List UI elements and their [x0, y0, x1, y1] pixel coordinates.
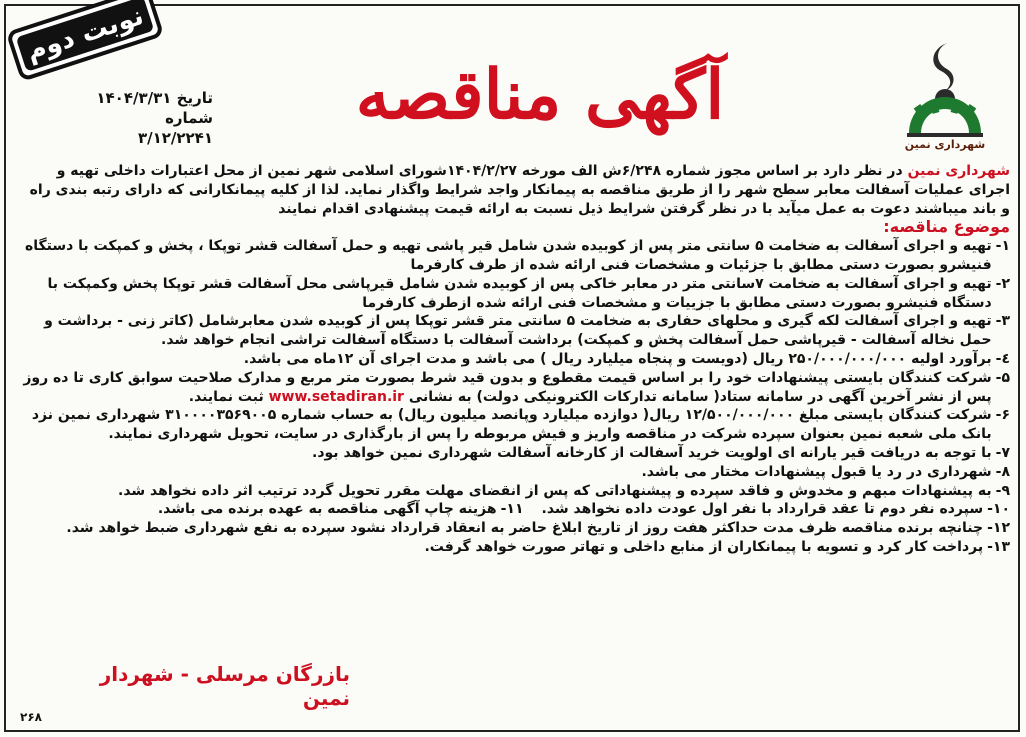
- item-number: ۱۳-: [987, 538, 1010, 555]
- list-item: [20, 369, 1010, 407]
- ad-number: شماره ۳/۱۲/۲۲۴۱: [137, 109, 213, 147]
- item-text-part: شرکت کنندگان بایستی پیشنهادات خود را بر اساس قیمت مقطوع و بدون قید شرط بصورت متر مربع و مدارک صلاحیت سوابق کاری تا ده روز پس از نشر آخرین آگهی در سامانه ستاد( سامانه تدارکات الکترونیکی دولت) به نشانی: [23, 369, 992, 405]
- item-text: برآورد اولیه ۲۵۰/۰۰۰/۰۰۰/۰۰۰ ریال (دویست و پنجاه میلیارد ریال ) می باشد و مدت اجرای آن ۱۲ماه می باشد.: [243, 350, 992, 367]
- item-number: ۹-: [995, 482, 1010, 499]
- item-text: به پیشنهادات مبهم و مخدوش و فاقد سپرده و پیشنهاداتی که پس از انقضای مهلت مقرر تحویل گردد ترتیب اثر داده نخواهد شد.: [118, 482, 992, 499]
- setadiran-link[interactable]: www.setadiran.ir: [268, 388, 404, 405]
- item-text-part: ثبت نمایند.: [188, 388, 269, 405]
- list-item: [20, 275, 1010, 313]
- item-text: با توجه به دریافت قیر یارانه ای اولویت خرید آسفالت از کارخانه آسفالت شهرداری نمین خواهد بود.: [312, 444, 992, 461]
- list-row-double: [20, 500, 1010, 519]
- ad-date: تاریخ ۱۴۰۴/۳/۳۱: [96, 89, 213, 107]
- mayor-signature: بازرگان مرسلی - شهردار نمین: [99, 662, 350, 710]
- list-item: [20, 237, 1010, 275]
- item-text: شهرداری در رد یا قبول پیشنهادات مختار می باشد.: [641, 463, 992, 480]
- list-item: [20, 406, 1010, 444]
- item-text: سپرده نفر دوم تا عقد قرارداد با نفر اول عودت داده نخواهد شد.: [541, 501, 984, 518]
- list-item: [20, 312, 1010, 350]
- item-text: چنانچه برنده مناقصه ظرف مدت حداکثر هفت روز از تاریخ ابلاغ حاضر به انعقاد قرارداد نشود سپرده به نفع شهرداری ضبط خواهد شد.: [66, 520, 984, 537]
- list-item: [20, 463, 1010, 482]
- item-text: تهیه و اجرای آسفالت به ضخامت ۵ سانتی متر پس از کوبیده شدن شامل قیر پاشی تهیه و حمل آسفالت قشر توپکا ، پخش و کمپکت با دستگاه فنیشرو بصورت دستی مطابق با جزئیات و مشخصات فنی ارائه شده از طرف کارفرما: [24, 238, 992, 273]
- list-item: [20, 350, 1010, 369]
- item-number: ۱۲-: [987, 520, 1010, 537]
- conditions-list: [20, 237, 1010, 557]
- item-text: پرداخت کار کرد و تسویه با پیمانکاران از منابع داخلی و تهاتر صورت خواهد گرفت.: [424, 538, 984, 555]
- list-item: [20, 519, 1010, 538]
- list-item: [20, 482, 1010, 501]
- item-number: ۱-: [995, 238, 1010, 255]
- intro-text: در نظر دارد بر اساس مجوز شماره ۶/۲۴۸ش الف مورخه ۱۴۰۴/۲/۲۷شورای اسلامی شهر نمین از محل اعتبارات داخلی تهیه و اجرای عملیات آسفالت معابر سطح شهر را از طریق مناقصه به پیمانکار واجد شرایط واگذار نماید. لذا از کلیه پیمانکارانی که دارای رتبه بندی راه و باند میباشند دعوت به عمل میآید با در نظر گرفتن شرایط ذیل نسبت به ارائه قیمت پیشنهادی اقدام نمایند: [29, 163, 1010, 217]
- item-text: [20, 369, 992, 407]
- item-text: تهیه و اجرای آسفالت به ضخامت ۷سانتی متر در معابر خاکی پس از کوبیده شدن شامل قیرپاشی محل آسفالت قشر توپکا پخش وکمپکت با دستگاه فنیشرو بصورت دستی مطابق با جزییات و مشخصات فنی ارائه شده ازطرف کارفرما: [47, 275, 992, 311]
- ad-title: آگهی مناقصه: [355, 55, 725, 135]
- page-number: ۲۶۸: [20, 710, 42, 724]
- item-number: ۳-: [995, 313, 1010, 330]
- ad-meta: [88, 88, 213, 148]
- item-number: ۶-: [995, 407, 1010, 424]
- item-number: ۸-: [995, 463, 1010, 480]
- item-number: ۷-: [995, 444, 1010, 461]
- item-number: ۱۰-: [987, 501, 1010, 518]
- logo-caption: شهرداری نمین: [904, 138, 986, 151]
- item-number: ۵-: [995, 369, 1010, 386]
- subject-heading: موضوع مناقصه:: [883, 217, 1010, 237]
- item-text: شرکت کنندگان بایستی مبلغ ۱۲/۵۰۰/۰۰۰/۰۰۰ ریال( دوازده میلیارد وپانصد میلیون ریال) به حساب شماره ۳۱۰۰۰۰۳۵۶۹۰۰۵ شهرداری نمین نزد بانک ملی شعبه نمین بعنوان سپرده شرکت در مناقصه واریز و فیش مربوطه را پس از بارگذاری در سایت، تحویل شهرداری نمایند.: [31, 407, 992, 443]
- list-item: [20, 538, 1010, 557]
- ad-body: [20, 162, 1010, 702]
- item-text: تهیه و اجرای آسفالت لکه گیری و محلهای حفاری به ضخامت ۵ سانتی متر قشر توپکا پس از کوبیده شدن معابرشامل (کاتر زنی - برداشت و حمل نخاله آسفالت - قیرپاشی حمل آسفالت پخش و کمپکت) برداشت آسفالت با دستگاه آسفالت تراشی انجام خواهد شد.: [44, 313, 992, 349]
- item-number: ۲-: [995, 275, 1010, 292]
- list-item: [158, 500, 524, 519]
- item-text: هزینه چاپ آگهی مناقصه به عهده برنده می باشد.: [157, 501, 497, 518]
- item-number: ٤-: [995, 350, 1010, 367]
- badge-label: نوبت دوم: [16, 0, 155, 72]
- item-number: ۱۱-: [500, 501, 524, 518]
- list-item: [20, 444, 1010, 463]
- intro-paragraph: [20, 162, 1010, 218]
- org-name: شهرداری نمین: [907, 163, 1010, 179]
- list-item: [542, 500, 1011, 519]
